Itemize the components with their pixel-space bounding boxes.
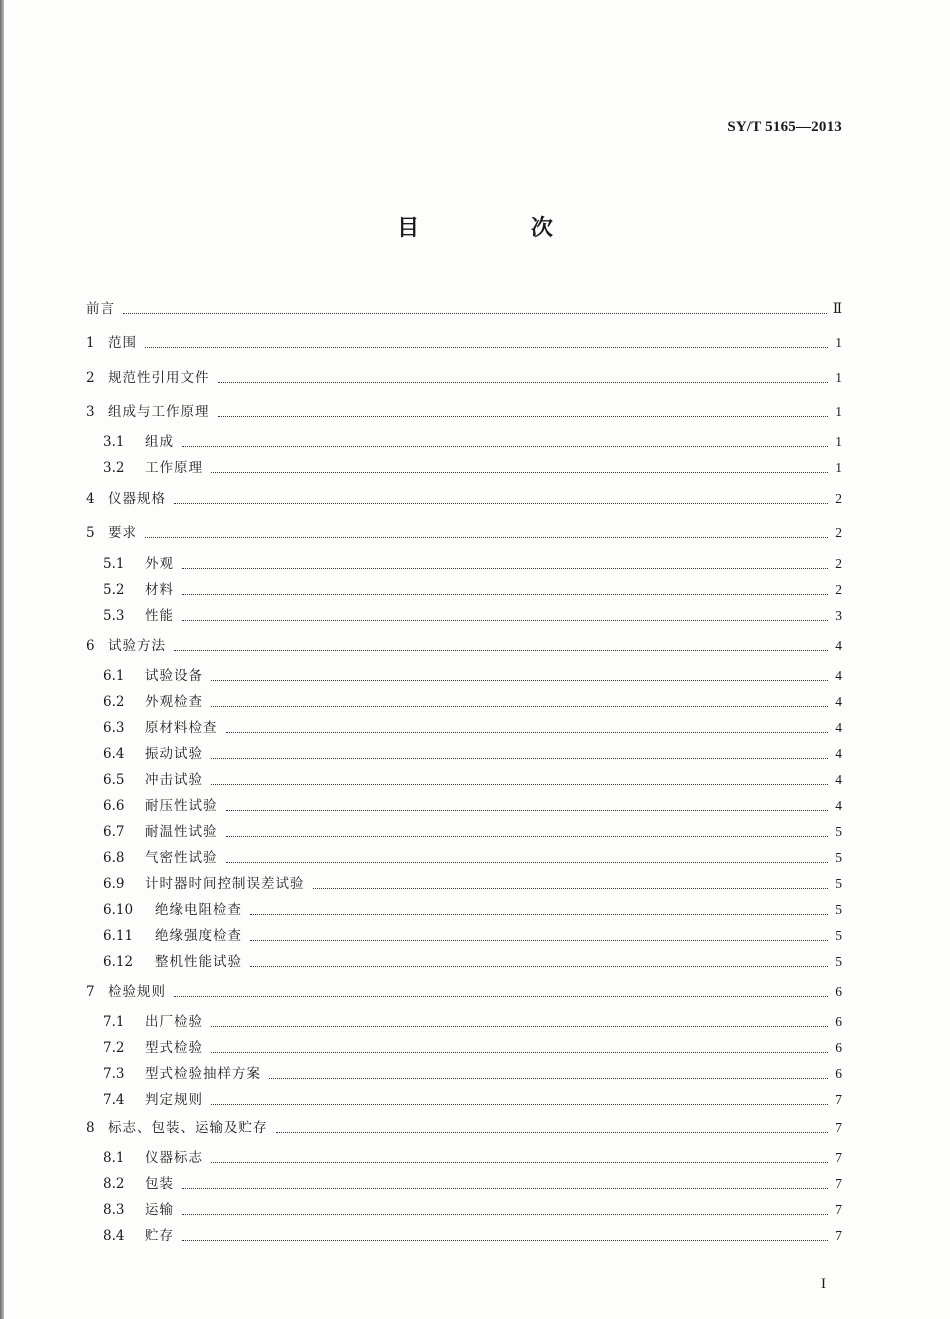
toc-entry-page: 4 (835, 668, 842, 683)
toc-dot-leader (211, 1040, 828, 1053)
toc-dot-leader (211, 694, 828, 707)
toc-entry-page: 6 (835, 1040, 842, 1055)
toc-entry-title: 组成 (145, 434, 174, 450)
toc-dot-leader (226, 850, 829, 863)
toc-entry-title: 运输 (145, 1202, 174, 1218)
toc-dot-leader (211, 1150, 828, 1163)
toc-entry[interactable] (103, 848, 842, 868)
toc-entry[interactable] (103, 1200, 842, 1220)
toc-entry-title: 外观检查 (145, 694, 203, 710)
toc-entry[interactable] (103, 666, 842, 686)
toc-entry[interactable] (103, 1038, 842, 1058)
toc-entry-page: 5 (835, 850, 842, 865)
toc-entry-page: 7 (835, 1150, 842, 1165)
toc-entry-title: 贮存 (145, 1228, 174, 1244)
toc-dot-leader (123, 301, 827, 314)
toc-entry-number: 6 (86, 638, 95, 654)
toc-entry-page: 1 (835, 370, 842, 385)
toc-entry-page: 1 (835, 404, 842, 419)
toc-entry-number: 8.3 (103, 1202, 125, 1218)
toc-entry-number: 7.1 (103, 1014, 125, 1030)
toc-entry[interactable] (103, 796, 842, 816)
toc-entry-title: 前言 (86, 301, 115, 317)
toc-entry-title: 规范性引用文件 (108, 370, 210, 386)
toc-dot-leader (226, 720, 829, 733)
toc-dot-leader (211, 772, 828, 785)
toc-dot-leader (182, 434, 828, 447)
toc-entry-number: 4 (86, 491, 95, 507)
toc-entry[interactable] (86, 333, 842, 353)
toc-entry-title: 原材料检查 (145, 720, 218, 736)
toc-entry[interactable] (103, 1090, 842, 1110)
toc-entry[interactable] (103, 1012, 842, 1032)
toc-entry-number: 6.1 (103, 668, 125, 684)
toc-dot-leader (174, 491, 828, 504)
toc-entry-page: 7 (835, 1228, 842, 1243)
toc-entry-number: 6.4 (103, 746, 125, 762)
toc-dot-leader (276, 1120, 829, 1133)
toc-entry-number: 8.4 (103, 1228, 125, 1244)
toc-entry-number: 6.2 (103, 694, 125, 710)
toc-dot-leader (226, 798, 829, 811)
toc-dot-leader (218, 404, 829, 417)
toc-entry-page: 6 (835, 1014, 842, 1029)
toc-entry[interactable] (86, 489, 842, 509)
toc-entry-number: 6.11 (103, 928, 134, 944)
toc-entry-title: 检验规则 (108, 984, 166, 1000)
toc-entry[interactable] (103, 1064, 842, 1084)
toc-entry-title: 绝缘强度检查 (155, 928, 242, 944)
toc-dot-leader (211, 1014, 828, 1027)
toc-entry-title: 仪器规格 (108, 491, 166, 507)
toc-dot-leader (182, 556, 828, 569)
toc-entry-title: 振动试验 (145, 746, 203, 762)
toc-entry-number: 5 (86, 525, 95, 541)
toc-entry[interactable] (86, 299, 842, 319)
toc-entry-page: 2 (835, 556, 842, 571)
toc-entry[interactable] (103, 692, 842, 712)
toc-dot-leader (211, 1092, 828, 1105)
toc-entry[interactable] (86, 636, 842, 656)
toc-entry-title: 出厂检验 (145, 1014, 203, 1030)
toc-entry-title: 耐压性试验 (145, 798, 218, 814)
toc-dot-leader (182, 1176, 828, 1189)
toc-entry-title: 判定规则 (145, 1092, 203, 1108)
toc-entry-title: 范围 (108, 335, 137, 351)
toc-entry-title: 计时器时间控制误差试验 (145, 876, 305, 892)
toc-entry-number: 3.2 (103, 460, 125, 476)
toc-entry-page: 1 (835, 460, 842, 475)
toc-dot-leader (250, 954, 828, 967)
toc-entry-page: 4 (835, 638, 842, 653)
toc-entry-page: 4 (835, 798, 842, 813)
toc-entry-number: 6.7 (103, 824, 125, 840)
toc-entry-title: 型式检验 (145, 1040, 203, 1056)
toc-dot-leader (182, 582, 828, 595)
toc-entry-page: 4 (835, 772, 842, 787)
toc-entry-number: 6.10 (103, 902, 134, 918)
toc-entry-page: 4 (835, 720, 842, 735)
toc-entry-number: 5.2 (103, 582, 125, 598)
toc-dot-leader (211, 460, 828, 473)
toc-entry-title: 型式检验抽样方案 (145, 1066, 261, 1082)
toc-entry-page: Ⅱ (832, 301, 842, 316)
toc-entry-page: 5 (835, 902, 842, 917)
toc-entry-title: 气密性试验 (145, 850, 218, 866)
toc-dot-leader (174, 638, 828, 651)
toc-entry-title: 仪器标志 (145, 1150, 203, 1166)
toc-entry-page: 5 (835, 824, 842, 839)
toc-entry-title: 整机性能试验 (155, 954, 242, 970)
toc-entry-title: 工作原理 (145, 460, 203, 476)
toc-entry[interactable] (86, 402, 842, 422)
toc-entry-number: 6.6 (103, 798, 125, 814)
toc-entry-page: 5 (835, 928, 842, 943)
toc-entry-page: 7 (835, 1202, 842, 1217)
footer-page-number: I (821, 1276, 826, 1292)
toc-entry-page: 7 (835, 1092, 842, 1107)
toc-entry-number: 7.3 (103, 1066, 125, 1082)
toc-entry-page: 1 (835, 434, 842, 449)
toc-entry[interactable] (103, 822, 842, 842)
toc-entry-title: 冲击试验 (145, 772, 203, 788)
toc-entry-page: 2 (835, 582, 842, 597)
toc-dot-leader (211, 746, 828, 759)
toc-entry-page: 2 (835, 525, 842, 540)
toc-entry-number: 8 (86, 1120, 95, 1136)
toc-entry[interactable] (86, 1118, 842, 1138)
toc-entry-number: 7 (86, 984, 95, 1000)
toc-dot-leader (182, 1228, 828, 1241)
toc-dot-leader (182, 1202, 828, 1215)
toc-dot-leader (226, 824, 829, 837)
toc-entry[interactable] (103, 458, 842, 478)
toc-entry-page: 2 (835, 491, 842, 506)
toc-entry-page: 4 (835, 694, 842, 709)
toc-entry-page: 6 (835, 1066, 842, 1081)
toc-entry-number: 8.1 (103, 1150, 125, 1166)
toc-entry-number: 6.5 (103, 772, 125, 788)
toc-entry[interactable] (103, 580, 842, 600)
standard-code: SY/T 5165—2013 (727, 119, 842, 135)
toc-entry-number: 8.2 (103, 1176, 125, 1192)
toc-dot-leader (269, 1066, 828, 1079)
toc-entry[interactable] (103, 874, 842, 894)
toc-dot-leader (313, 876, 829, 889)
toc-entry-title: 材料 (145, 582, 174, 598)
toc-entry-number: 1 (86, 335, 95, 351)
toc-dot-leader (218, 370, 829, 383)
toc-entry-page: 7 (835, 1120, 842, 1135)
toc-title: 目 次 (397, 216, 605, 241)
toc-entry-page: 5 (835, 876, 842, 891)
toc-entry-page: 6 (835, 984, 842, 999)
toc-entry[interactable] (103, 926, 842, 946)
toc-entry-title: 试验方法 (108, 638, 166, 654)
toc-entry[interactable] (103, 432, 842, 452)
toc-entry[interactable] (86, 368, 842, 388)
toc-entry-number: 2 (86, 370, 95, 386)
toc-entry-title: 组成与工作原理 (108, 404, 210, 420)
toc-entry[interactable] (103, 952, 842, 972)
toc-dot-leader (145, 335, 828, 348)
toc-entry[interactable] (103, 744, 842, 764)
toc-dot-leader (250, 928, 828, 941)
toc-entry[interactable] (103, 554, 842, 574)
toc-entry[interactable] (103, 1174, 842, 1194)
toc-entry-page: 3 (835, 608, 842, 623)
toc-dot-leader (211, 668, 828, 681)
toc-dot-leader (174, 984, 828, 997)
toc-entry-title: 耐温性试验 (145, 824, 218, 840)
toc-entry-number: 5.3 (103, 608, 125, 624)
toc-dot-leader (250, 902, 828, 915)
toc-entry[interactable] (103, 718, 842, 738)
toc-entry[interactable] (86, 982, 842, 1002)
toc-entry-number: 3 (86, 404, 95, 420)
toc-dot-leader (182, 608, 828, 621)
toc-entry-title: 性能 (145, 608, 174, 624)
page-edge-shadow (0, 0, 4, 1319)
toc-entry-title: 标志、包装、运输及贮存 (108, 1120, 268, 1136)
toc-entry-title: 要求 (108, 525, 137, 541)
toc-entry-page: 7 (835, 1176, 842, 1191)
toc-entry-number: 7.2 (103, 1040, 125, 1056)
toc-entry-page: 5 (835, 954, 842, 969)
toc-entry-number: 5.1 (103, 556, 125, 572)
toc-entry-number: 6.9 (103, 876, 125, 892)
toc-entry-title: 绝缘电阻检查 (155, 902, 242, 918)
toc-entry-number: 7.4 (103, 1092, 125, 1108)
toc-entry-number: 3.1 (103, 434, 125, 450)
toc-entry[interactable] (103, 900, 842, 920)
toc-entry[interactable] (103, 1148, 842, 1168)
toc-entry-number: 6.12 (103, 954, 134, 970)
toc-entry-page: 4 (835, 746, 842, 761)
toc-entry[interactable] (103, 1226, 842, 1246)
toc-entry-number: 6.8 (103, 850, 125, 866)
toc-entry-title: 外观 (145, 556, 174, 572)
toc-entry[interactable] (103, 606, 842, 626)
toc-entry[interactable] (103, 770, 842, 790)
toc-entry-number: 6.3 (103, 720, 125, 736)
toc-entry-page: 1 (835, 335, 842, 350)
toc-entry-title: 试验设备 (145, 668, 203, 684)
toc-dot-leader (145, 525, 828, 538)
toc-entry-title: 包装 (145, 1176, 174, 1192)
toc-entry[interactable] (86, 523, 842, 543)
